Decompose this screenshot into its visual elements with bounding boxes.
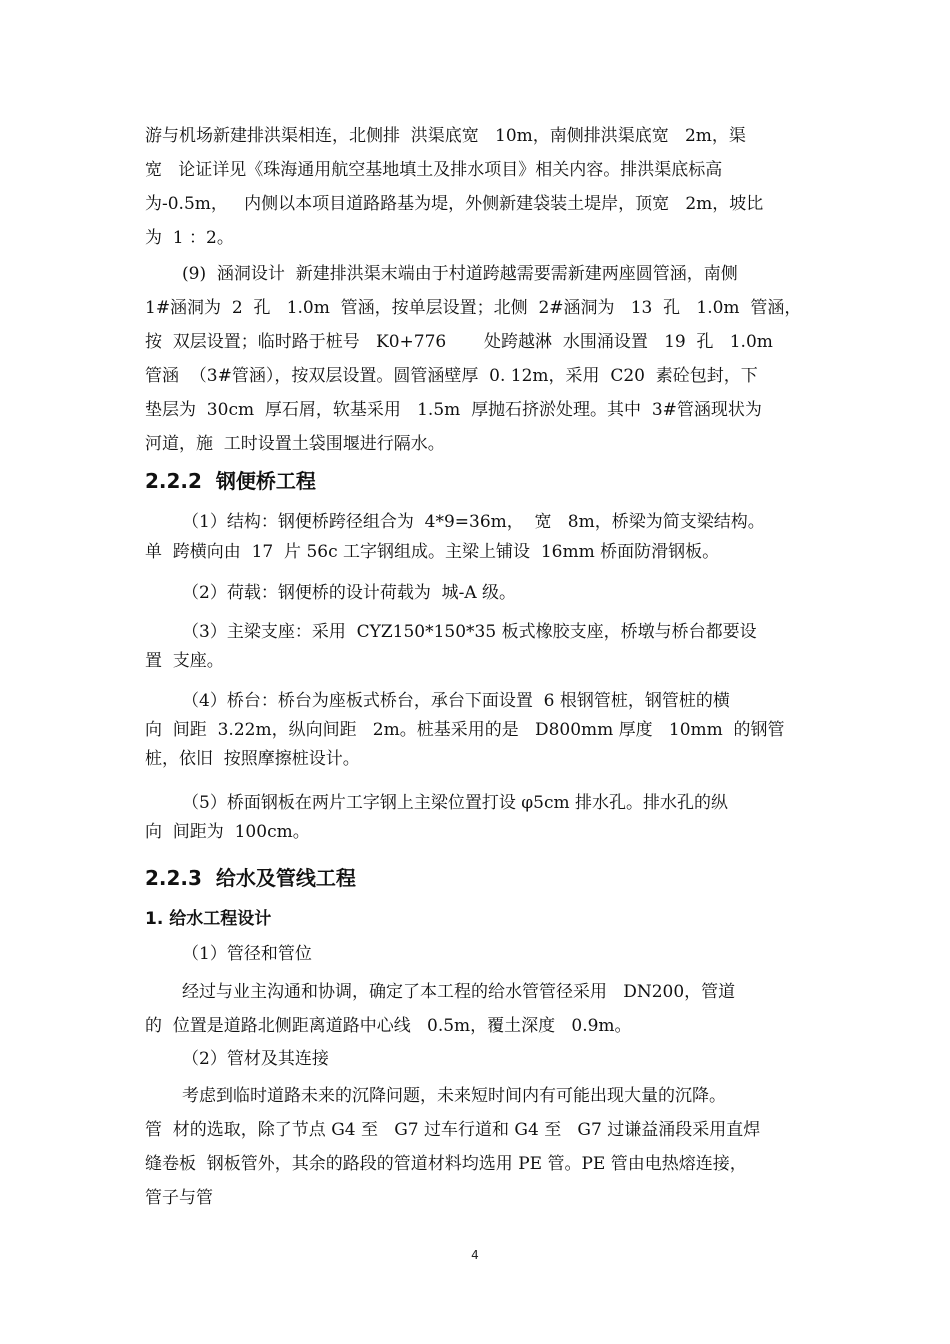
text-line: 单 跨横向由 17 片 56c 工字钢组成。主梁上铺设 16mm 桥面防滑钢板。 [145, 542, 720, 562]
text-line: （3）主梁支座：采用 CYZ150*150*35 板式橡胶支座，桥墩与桥台都要设 [182, 622, 757, 642]
text-line: 经过与业主沟通和协调，确定了本工程的给水管管径采用 DN200，管道 [182, 982, 736, 1002]
section-heading-2-2-3: 2.2.3 给水及管线工程 [145, 866, 356, 890]
text-line: 管涵 （3#管涵），按双层设置。圆管涵壁厚 0. 12m，采用 C20 素砼包封，下 [145, 366, 758, 386]
text-line: 河道，施 工时设置土袋围堰进行隔水。 [145, 434, 445, 454]
text-line: 按 双层设置；临时路于桩号 K0+776 处跨越淋 水围涌设置 19 孔 1.0m [145, 332, 773, 352]
text-line: （5）桥面钢板在两片工字钢上主梁位置打设 φ5cm 排水孔。排水孔的纵 [182, 793, 728, 813]
text-line: 管 材的选取，除了节点 G4 至 G7 过车行道和 G4 至 G7 过谦益涌段采用直焊 [145, 1120, 761, 1140]
text-line: 桩，依旧 按照摩擦桩设计。 [145, 749, 360, 769]
text-line: 为 1 ：2。 [145, 228, 234, 248]
text-line: 向 间距 3.22m，纵向间距 2m。桩基采用的是 D800mm 厚度 10mm 的钢管 [145, 720, 785, 740]
section-heading-2-2-2: 2.2.2 钢便桥工程 [145, 469, 316, 493]
text-line: 游与机场新建排洪渠相连，北侧排 洪渠底宽 10m，南侧排洪渠底宽 2m，渠 [145, 126, 746, 146]
text-line: 垫层为 30cm 厚石屑，软基采用 1.5m 厚抛石挤淤处理。其中 3#管涵现状为 [145, 400, 762, 420]
page-number: 4 [471, 1248, 479, 1262]
text-line: 的 位置是道路北侧距离道路中心线 0.5m，覆土深度 0.9m。 [145, 1016, 632, 1036]
text-line: 缝卷板 钢板管外，其余的路段的管道材料均选用 PE 管。PE 管由电热熔连接， [145, 1154, 747, 1174]
text-line: 置 支座。 [145, 651, 224, 671]
list-item-label: （1）管径和管位 [182, 944, 312, 964]
text-line: （4）桥台：桥台为座板式桥台，承台下面设置 6 根钢管桩，钢管桩的横 [182, 691, 730, 711]
text-line: 宽 论证详见《珠海通用航空基地填土及排水项目》相关内容。排洪渠底标高 [145, 160, 723, 180]
text-line: (9) 涵洞设计 新建排洪渠末端由于村道跨越需要需新建两座圆管涵，南侧 [182, 264, 738, 284]
list-item-label: （2）管材及其连接 [182, 1049, 329, 1069]
subsection-heading: 1. 给水工程设计 [145, 909, 272, 929]
text-line: 为-0.5m， 内侧以本项目道路路基为堤，外侧新建袋装土堤岸，顶宽 2m，坡比 [145, 194, 764, 214]
text-line: 1#涵洞为 2 孔 1.0m 管涵，按单层设置；北侧 2#涵洞为 13 孔 1.0m 管涵， [145, 298, 802, 318]
text-line: （1）结构：钢便桥跨径组合为 4*9=36m， 宽 8m，桥梁为简支梁结构。 [182, 512, 765, 532]
text-line: 向 间距为 100cm。 [145, 822, 310, 842]
text-line: 管子与管 [145, 1188, 213, 1208]
text-line: （2）荷载：钢便桥的设计荷载为 城-A 级。 [182, 583, 517, 603]
text-line: 考虑到临时道路未来的沉降问题，未来短时间内有可能出现大量的沉降。 [182, 1086, 726, 1106]
